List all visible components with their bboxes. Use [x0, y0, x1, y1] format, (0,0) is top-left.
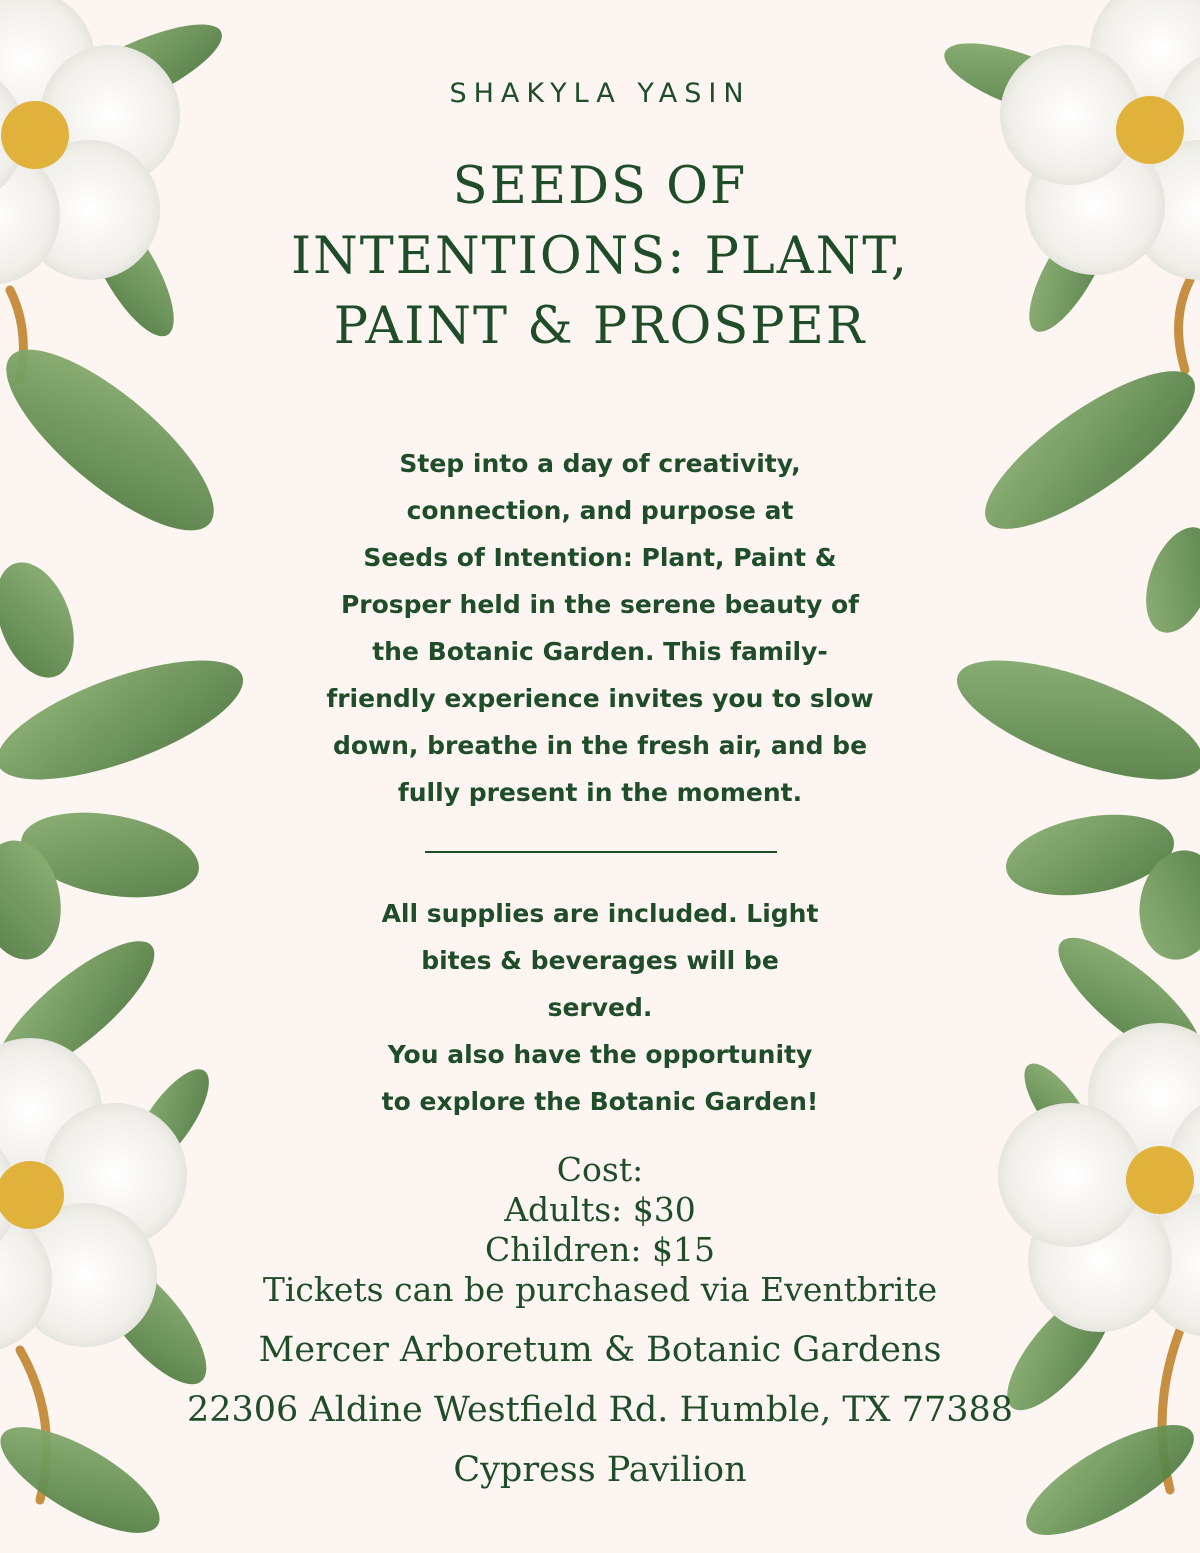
description-line: fully present in the moment. [397, 778, 803, 807]
child-price: Children: $15 [485, 1230, 715, 1269]
author-name: SHAKYLA YASIN [449, 78, 751, 109]
description-line: Prosper held in the serene beauty of [340, 590, 860, 619]
event-title-line: INTENTIONS: PLANT, [291, 227, 909, 286]
event-title-line: SEEDS OF [452, 157, 748, 216]
description-line: friendly experience invites you to slow [326, 684, 874, 713]
supplies-line: to explore the Botanic Garden! [381, 1087, 819, 1116]
description-line: connection, and purpose at [406, 496, 794, 525]
event-description [240, 440, 960, 816]
supplies-line: All supplies are included. Light [381, 899, 819, 928]
venue-pavilion: Cypress Pavilion [453, 1450, 747, 1490]
description-line: down, breathe in the fresh air, and be [332, 731, 868, 760]
venue-info [80, 1320, 1120, 1500]
supplies-info [280, 890, 920, 1125]
cost-info [160, 1150, 1040, 1310]
ticket-info: Tickets can be purchased via Eventbrite [262, 1270, 938, 1309]
description-line: Step into a day of creativity, [399, 449, 801, 478]
event-title-line: PAINT & PROSPER [333, 297, 867, 356]
venue-name: Mercer Arboretum & Botanic Gardens [258, 1330, 942, 1370]
venue-address: 22306 Aldine Westfield Rd. Humble, TX 77388 [186, 1390, 1014, 1430]
supplies-line: You also have the opportunity [387, 1040, 813, 1069]
description-line: Seeds of Intention: Plant, Paint & [363, 543, 837, 572]
description-line: the Botanic Garden. This family- [372, 637, 828, 666]
supplies-line: bites & beverages will be [421, 946, 779, 975]
event-title [200, 152, 1000, 362]
adult-price: Adults: $30 [504, 1190, 696, 1229]
cost-label: Cost: [556, 1150, 644, 1189]
section-divider [425, 851, 777, 853]
supplies-line: served. [547, 993, 653, 1022]
